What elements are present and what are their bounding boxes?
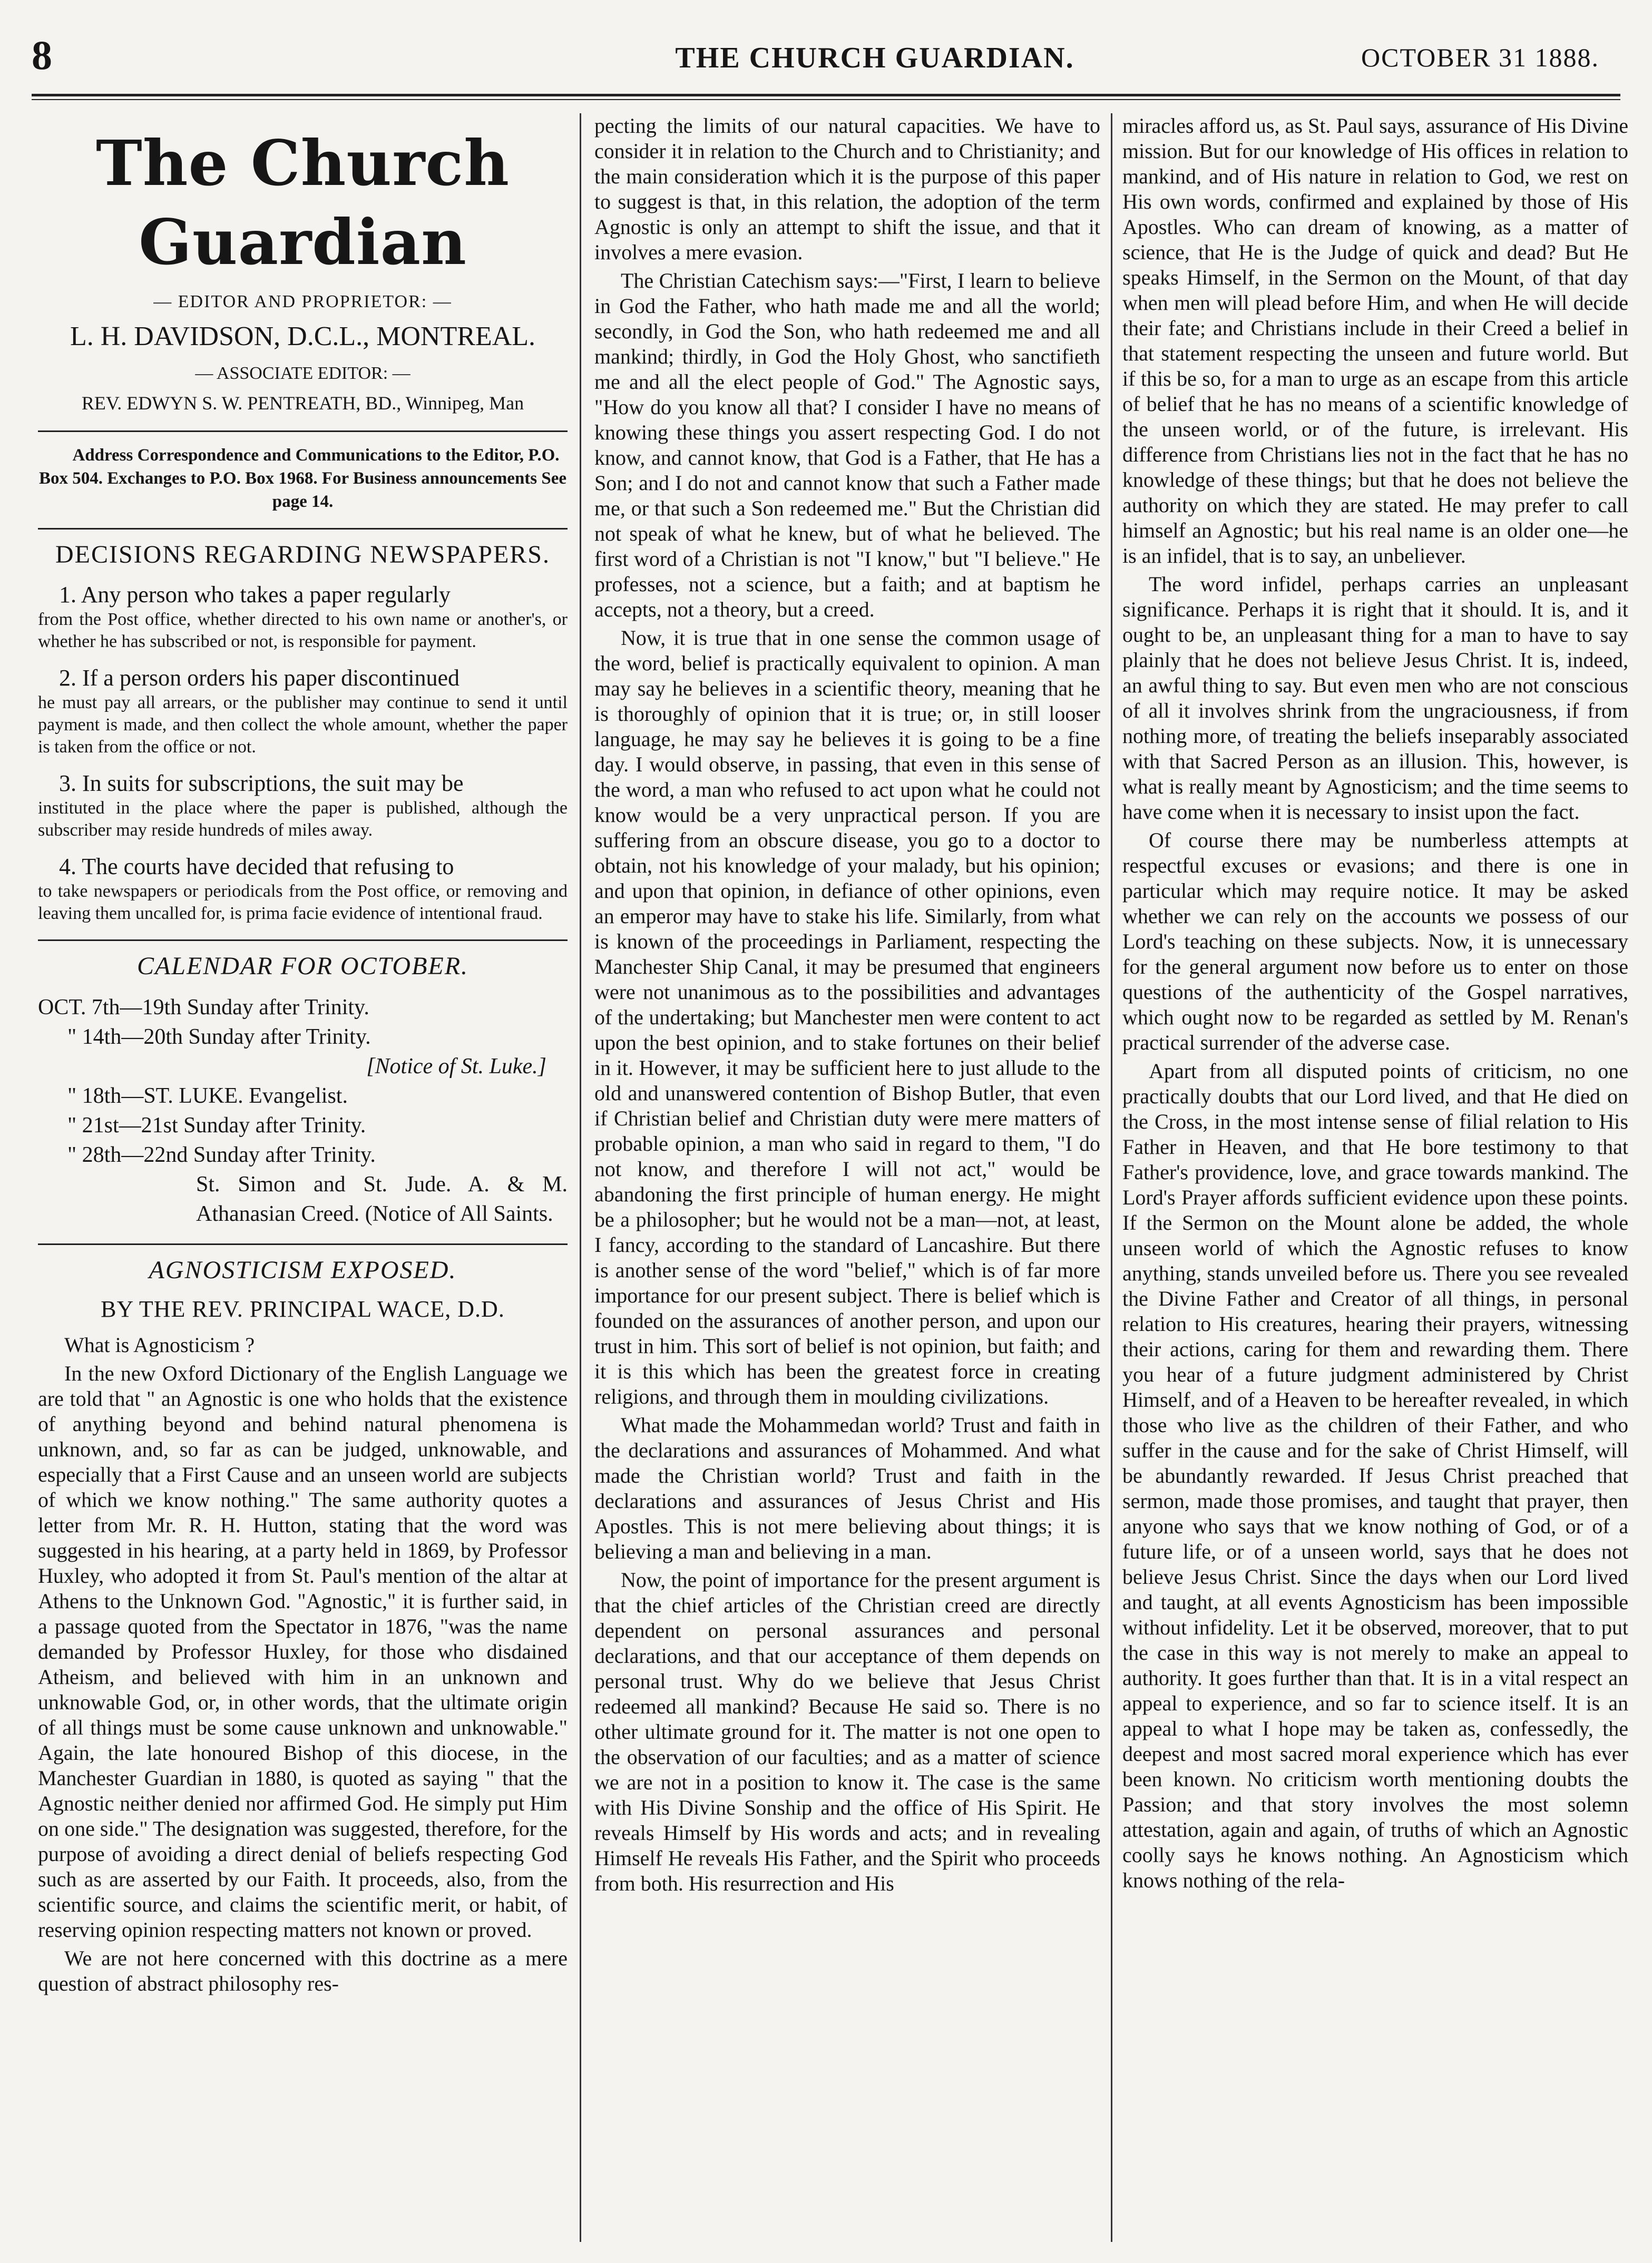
calendar-line: St. Simon and St. Jude. A. & M. Athanasian Creed. (Notice of All Saints. [196, 1172, 568, 1226]
article-paragraph: Now, it is true that in one sense the common usage of the word, belief is practically equivalent to opinion. A man may say he believes in a scientific theory, meaning that he is thoroughly of opinion that it is true; or, in still looser language, he may say he believes it is going to be a fine day. I would observe, in passing, that even in this sense of the word, a man who refused to act upon what he could not know would be a very unpractical person. If you are suffering from an obscure disease, you go to a doctor to obtain, not his knowledge of your malady, but his opinion; and upon that opinion, in defiance of other opinions, even an emperor may have to stake his life. Similarly, from what is known of the proceedings in Parliament, respecting the Manchester Ship Canal, it may be presumed that engineers were not unanimous as to the possibilities and advantages of the undertaking; but Manchester men were content to act upon the best opinion, and to stake fortunes on their belief in it. However, it may be sufficient here to just allude to the old and unanswered contention of Bishop Butler, that even if Christian belief and Christian duty were mere matters of probable opinion, a man who said in regard to them, "I do not know, and therefore I will not act," would be abandoning the first principle of human energy. He might be a philosopher; but he would not be a man—not, at least, I fancy, according to the standard of Lancashire. But there is another sense of the word "belief," which is of far more importance for our present subject. There is belief which is founded on the assurances of another person, and upon our trust in him. This sort of belief is not opinion, but faith; and it is this which has been the greatest force in creating religions, and through them in moulding civilizations. [594, 626, 1100, 1408]
associate-editor-label: — ASSOCIATE EDITOR: — [195, 364, 410, 383]
article-byline: BY THE REV. PRINCIPAL WACE, D.D. [101, 1296, 505, 1322]
article-paragraph: We are not here concerned with this doctrine as a mere question of abstract philosophy res- [38, 1946, 568, 1995]
header-rule [32, 94, 1620, 96]
decision-item: 4. The courts have decided that refusing to to take newspapers or periodicals from the Post office, or removing and leaving them uncalled for, is prima facie evidence of intentional fraud. [38, 854, 568, 923]
header-rule-thin [32, 99, 1620, 100]
calendar-line: [Notice of St. Luke.] [366, 1054, 546, 1079]
running-title: THE CHURCH GUARDIAN. [675, 42, 1074, 74]
article-paragraph: Now, the point of importance for the present argument is that the chief articles of the Christian creed are directly dependent on personal assurances and personal declarations, and that our acceptance of them depends on personal trust. Why do we believe that Jesus Christ redeemed all mankind? Because He said so. There is no other ultimate ground for it. The matter is not one open to the observation of our faculties; and as a matter of science we are not in a position to know it. The case is the same with His Divine Sonship and the office of His Spirit. He reveals Himself by His words and acts; and in revealing Himself He reveals His Father, and the Spirit who proceeds from both. His resurrection and His [594, 1568, 1100, 1895]
column-3 [1122, 113, 1628, 2242]
decision-item: 1. Any person who takes a paper regularly from the Post office, whether directed to his own name or another's, or whether he has subscribed or not, is responsible for payment. [38, 582, 568, 651]
issue-date: OCTOBER 31 1888. [1361, 43, 1599, 72]
editor-label: — EDITOR AND PROPRIETOR: — [153, 292, 452, 311]
column-1 [38, 113, 568, 2242]
calendar-line: " 28th—22nd Sunday after Trinity. [67, 1143, 376, 1167]
article-paragraph: Apart from all disputed points of criticism, no one practically doubts that our Lord lived, and that He died on the Cross, in the most intense sense of filial relation to His Father in Heaven, and that He bore testimony to that Father's providence, love, and grace towards mankind. The Lord's Prayer affords sufficient evidence upon these points. If the Sermon on the Mount alone be added, the whole unseen world of which the Agnostic refuses to know anything, stands unveiled before us. There you see revealed the Divine Father and Creator of all things, in personal relation to His creatures, hearing their prayers, witnessing their actions, caring for them and rewarding them. There you hear of a future judgment administered by Christ Himself, and of a Heaven to be hereafter revealed, in which those who live as the children of their Father, and who suffer in the cause and for the sake of Christ Himself, will be abundantly rewarded. If Jesus Christ preached that sermon, made those promises, and taught that prayer, then anyone who says that we know nothing of God, or of a future life, or of a unseen world, says that he does not believe Jesus Christ. Since the days when our Lord lived and taught, at all events Agnosticism has been impossible without infidelity. Let it be observed, moreover, that to put the case in this way is not merely to make an appeal to authority. It goes further than that. It is in a vital respect an appeal to experience, and so far to science itself. It is an appeal to what I hope may be taken as, confessedly, the deepest and most sacred moral experience which has ever been known. No criticism worth mentioning doubts the Passion; and that story involves the most solemn attestation, again and again, of truths of which an Agnostic coolly says he knows nothing. An Agnosticism which knows nothing of the rela- [1122, 1059, 1628, 1892]
calendar-line: " 18th—ST. LUKE. Evangelist. [67, 1084, 348, 1108]
divider [38, 528, 568, 530]
calendar-heading: CALENDAR FOR OCTOBER. [136, 952, 469, 980]
decision-item: 2. If a person orders his paper discontinued he must pay all arrears, or the publisher may continue to send it until payment is made, and then collect the whole amount, whether the paper is taken from the office or not. [38, 665, 568, 757]
calendar-line: " 14th—20th Sunday after Trinity. [67, 1025, 371, 1049]
divider [38, 430, 568, 432]
article-paragraph: miracles afford us, as St. Paul says, assurance of His Divine mission. But for our knowledge of His offices in relation to mankind, and of His nature in relation to God, we rest on His own words, confirmed and explained by those of His Apostles. Who can dream of knowing, as a matter of science, that He is the Judge of quick and dead? But He speaks Himself, in the Sermon on the Mount, of that day when men will plead before Him, and when He will decide their fate; and Christians include in their Creed a belief in that statement respecting the unseen and future world. But if this be so, for a man to urge as an escape from this article of belief that he has no means of a scientific knowledge of the unseen world, or of the future, is irrelevant. His difference from Christians lies not in the fact that he has no knowledge of these things; but that he does not believe the authority on which they are stated. He may prefer to call himself an Agnostic; but his real name is an older one—he is an infidel, that is to say, an unbeliever. [1122, 114, 1628, 567]
masthead-title: The Church Guardian [95, 126, 510, 279]
article-paragraph: The word infidel, perhaps carries an unpleasant significance. Perhaps it is right that it should. It is, and it ought to be, an unpleasant thing for a man to have to say plainly that he does not believe Jesus Christ. It is, indeed, an awful thing to say. But even men who are not conscious of all it involves shrink from the ungraciousness, if from nothing more, of treating the beliefs inseparably associated with that Sacred Person as an illusion. This, however, is what is really meant by Agnosticism; and the time seems to have come when it is necessary to insist upon the fact. [1122, 572, 1628, 824]
divider [38, 1243, 568, 1245]
address-notice: Address Correspondence and Communications to the Editor, P.O. Box 504. Exchanges to P.O. Box 1968. For Business announcements See page 14. [38, 446, 567, 511]
article-paragraph: pecting the limits of our natural capacities. We have to consider it in relation to the Church and to Christianity; and the main consideration which it is the purpose of this paper to suggest is that, in this relation, the adoption of the term Agnostic is only an attempt to shift the issue, and that it involves a mere evasion. [594, 114, 1100, 264]
article-question: What is Agnosticism ? [64, 1333, 255, 1357]
article-paragraph: Of course there may be numberless attempts at respectful excuses or evasions; and there is one in particular which may require notice. It may be asked whether we can rely on the accounts we possess of our Lord's teaching on these subjects. Now, it is unnecessary for the general argument now before us to enter on those questions of the authenticity of the Gospel narratives, which ought now to be regarded as settled by M. Renan's practical surrender of the adverse case. [1122, 828, 1628, 1054]
calendar-line: " 21st—21st Sunday after Trinity. [67, 1113, 366, 1138]
article-paragraph: The Christian Catechism says:—"First, I learn to believe in God the Father, who hath made me and all the world; secondly, in God the Son, who hath redeemed me and all mankind; thirdly, in God the Holy Ghost, who sanctifieth me and all the elect people of God." The Agnostic says, "How do you know all that? I consider I have no means of knowing these things you assert respecting God. I do not know, and cannot know, that God is a Father, that He has a Son; and I do not and cannot know that such a Father made me, or that such a Son redeemed me." But the Christian did not speak of what he knew, but of what he believed. The first word of a Christian is not "I know," but "I believe." He professes, not a science, but a faith; and at baptism he accepts, not a theory, but a creed. [594, 269, 1100, 621]
editor-name: L. H. DAVIDSON, D.C.L., MONTREAL. [70, 321, 536, 351]
decisions-heading: DECISIONS REGARDING NEWSPAPERS. [55, 541, 550, 569]
masthead [38, 124, 568, 282]
column-divider-1 [580, 113, 581, 2242]
article-heading: AGNOSTICISM EXPOSED. [149, 1256, 457, 1284]
page-header [32, 32, 1620, 105]
decision-item: 3. In suits for subscriptions, the suit may be instituted in the place where the paper is published, although the subscriber may reside hundreds of miles away. [38, 770, 568, 840]
article-paragraph: What made the Mohammedan world? Trust and faith in the declarations and assurances of Mohammed. And what made the Christian world? Trust and faith in the declarations and assurances of Jesus Christ and His Apostles. This is not mere believing about things; it is believing a man and believing in a man. [594, 1413, 1100, 1563]
associate-editor-name: REV. EDWYN S. W. PENTREATH, BD., Winnipeg, Man [81, 393, 524, 414]
calendar-line: OCT. 7th—19th Sunday after Trinity. [38, 995, 369, 1020]
article-paragraph: In the new Oxford Dictionary of the English Language we are told that " an Agnostic is one who holds that the existence of anything beyond and behind natural phenomena is unknown, and, so far as can be judged, unknowable, and especially that a First Cause and an unseen world are subjects of which we know nothing." The same authority quotes a letter from Mr. R. H. Hutton, stating that the word was suggested in his hearing, at a party held in 1869, by Professor Huxley, who adopted it from St. Paul's mention of the altar at Athens to the Unknown God. "Agnostic," it is further said, in a passage quoted from the Spectator in 1876, "was the name demanded by Professor Huxley, for those who disdained Atheism, and believed with him in an unknown and unknowable God, or, in other words, that the ultimate origin of all things must be some cause unknown and unknowable." Again, the late honoured Bishop of this diocese, in the Manchester Guardian in 1880, is quoted as saying " that the Agnostic neither denied nor affirmed God. He simply put Him on one side." The designation was suggested, therefore, for the purpose of avoiding a direct denial of beliefs respecting God such as are asserted by our Faith. It proceeds, also, from the scientific source, and claims the scientific merit, or habit, of reserving opinion respecting matters not known or proved. [38, 1361, 568, 1942]
page-number: 8 [32, 32, 52, 78]
divider [38, 939, 568, 941]
column-divider-2 [1111, 113, 1112, 2242]
column-2 [594, 113, 1100, 2242]
